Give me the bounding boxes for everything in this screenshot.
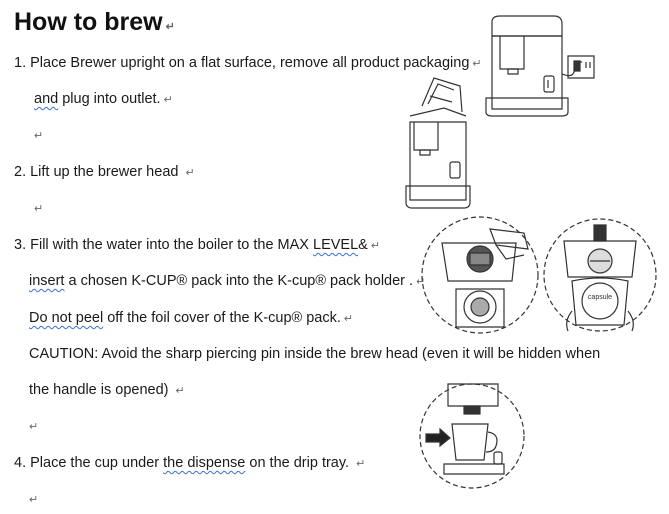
step-1-text-cont: and plug into outlet. ↵ [34, 91, 173, 107]
cup-placement-illustration [418, 382, 526, 490]
step-2-text: 2. Lift up the brewer head ↵ [14, 164, 195, 180]
lifted-head-icon [422, 78, 462, 112]
brewer-head-icon [492, 16, 562, 36]
pod-in-holder-illustration [542, 215, 658, 335]
step-3-caution-cont: the handle is opened) ↵ [29, 382, 185, 398]
empty-paragraph-mark: ↵ [34, 203, 44, 215]
empty-paragraph-mark: ↵ [29, 494, 39, 506]
arrow-right-icon [426, 429, 450, 446]
step-4-text: 4. Place the cup under the dispense on the drip tray. ↵ [14, 455, 366, 471]
step-3-text-cont: Do not peel off the foil cover of the K-cup® pack. ↵ [29, 310, 354, 326]
drip-tray-icon [406, 186, 470, 208]
brewer-open-head-illustration [404, 76, 476, 212]
capsule-label: capsule [587, 294, 613, 301]
step-3-text: 3. Fill with the water into the boiler to the MAX LEVEL& ↵ [14, 237, 381, 253]
empty-paragraph-mark: ↵ [29, 421, 39, 433]
page-title: How to brew ↵ [14, 8, 175, 36]
step-3-text-cont: insert a chosen K-CUP® pack into the K-cup® pack holder . ↵ [29, 273, 426, 289]
drip-tray-icon [444, 464, 504, 474]
cup-icon [452, 424, 488, 460]
capsule-icon [582, 283, 618, 319]
brewer-outlet-illustration [482, 14, 602, 122]
empty-paragraph-mark: ↵ [34, 130, 44, 142]
insert-pod-illustration [420, 215, 540, 335]
step-3-caution: CAUTION: Avoid the sharp piercing pin inside the brew head (even it will be hidden when [29, 346, 601, 362]
drip-tray-icon [486, 98, 568, 116]
step-1-text: 1. Place Brewer upright on a flat surface, remove all product packaging ↵ [14, 55, 482, 71]
pod-icon [490, 229, 528, 249]
